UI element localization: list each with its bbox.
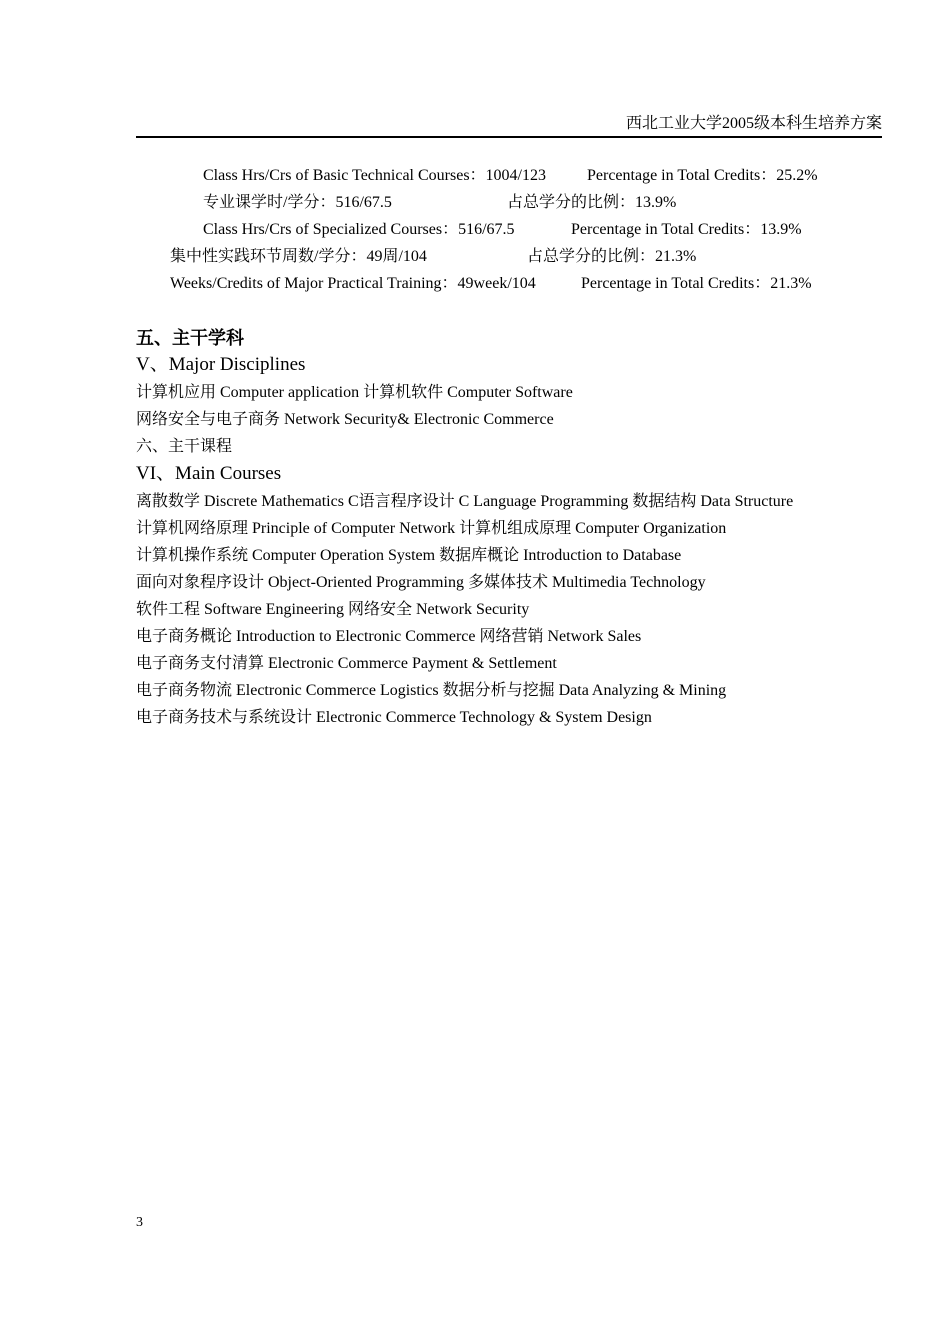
stats-practice-cn (0, 246, 950, 268)
stats-percentage: Percentage in Total Credits：21.3% (581, 275, 812, 292)
course-line: 计算机网络原理 Principle of Computer Network 计算机组成原理 Computer Organization (136, 520, 727, 537)
section-heading-en: VI、Main Courses (136, 463, 282, 484)
stats-label: Class Hrs/Crs of Basic Technical Courses：1004/123 (203, 167, 546, 184)
stats-label: Weeks/Credits of Major Practical Training：49week/104 (170, 275, 536, 292)
stats-specialized-cn (0, 192, 950, 214)
course-line: 面向对象程序设计 Object-Oriented Programming 多媒体技术 Multimedia Technology (136, 574, 706, 591)
stats-percentage: Percentage in Total Credits：25.2% (587, 167, 818, 184)
course-line: 计算机操作系统 Computer Operation System 数据库概论 Introduction to Database (136, 547, 682, 564)
course-line: 离散数学 Discrete Mathematics C语言程序设计 C Language Programming 数据结构 Data Structure (136, 493, 794, 510)
section-heading-en: V、Major Disciplines (136, 354, 306, 375)
stats-percentage: 占总学分的比例：21.3% (527, 248, 697, 265)
section-heading-cn: 六、主干课程 (136, 438, 233, 455)
stats-specialized-en (0, 219, 950, 241)
section-heading-cn: 五、主干学科 (136, 328, 244, 348)
stats-label: 集中性实践环节周数/学分：49周/104 (170, 248, 427, 265)
stats-label: Class Hrs/Crs of Specialized Courses：516/67.5 (203, 221, 515, 238)
page-number: 3 (136, 1215, 143, 1230)
course-line: 电子商务技术与系统设计 Electronic Commerce Technology & System Design (136, 709, 652, 726)
header-rule (136, 136, 882, 138)
discipline-line: 网络安全与电子商务 Network Security& Electronic Commerce (136, 411, 554, 428)
course-line: 电子商务支付清算 Electronic Commerce Payment & Settlement (136, 655, 557, 672)
course-line: 软件工程 Software Engineering 网络安全 Network Security (136, 601, 530, 618)
stats-basic-tech-en (0, 165, 950, 187)
course-line: 电子商务物流 Electronic Commerce Logistics 数据分析与挖掘 Data Analyzing & Mining (136, 682, 727, 699)
page-header: 西北工业大学2005级本科生培养方案 (625, 115, 882, 132)
discipline-line: 计算机应用 Computer application 计算机软件 Computer Software (136, 384, 573, 401)
stats-percentage: Percentage in Total Credits：13.9% (571, 221, 802, 238)
stats-label: 专业课学时/学分：516/67.5 (203, 194, 392, 211)
stats-percentage: 占总学分的比例：13.9% (507, 194, 677, 211)
course-line: 电子商务概论 Introduction to Electronic Commerce 网络营销 Network Sales (136, 628, 642, 645)
stats-practice-en (0, 273, 950, 295)
